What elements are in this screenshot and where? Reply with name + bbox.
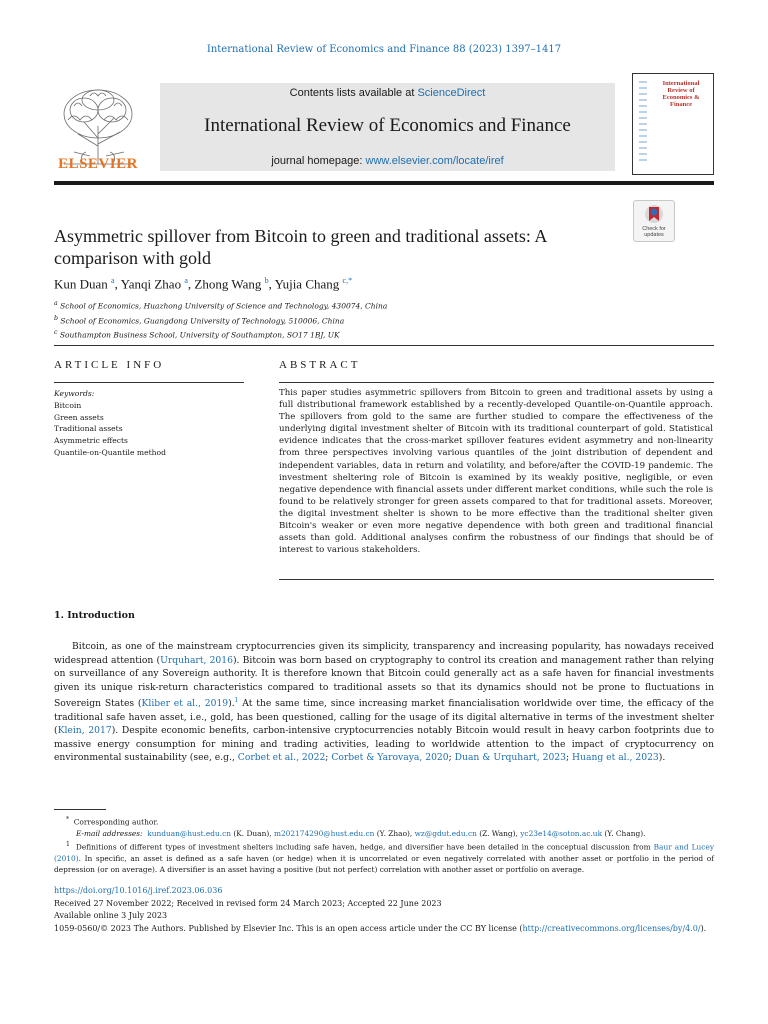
- article-info-heading: ARTICLE INFO: [54, 359, 165, 371]
- received-dates: Received 27 November 2022; Received in revised form 24 March 2023; Accepted 22 June 2023: [54, 898, 442, 908]
- abstract-text: This paper studies asymmetric spillovers from Bitcoin to green and traditional assets by using a full distributional framework established by a recently-developed Quantile-on-Quantile approach. The spillovers from gold to the same are further studied to compare the effectiveness of the underlying digital investment shelter of Bitcoin with its traditional counterpart of gold. Statistical evidence indicates that the cross-market spillover features evident asymmetry and non-linearity from three perspectives involving various quantiles of the joint distribution of dependent and independent variables, data in return and volatility, and before/after the COVID-19 pandemic. The investment sheltering role of Bitcoin is examined by its weakly positive, negligible, or even negative dependence with financial assets under different market conditions, while such the role is found to be relatively stronger for green assets compared to that for traditional assets. Moreover, the digital investment shelter is shown to be more effective than the traditional shelter given Bitcoin's weaker or even more negative dependence with both green and traditional financial assets than gold. Additional analyses confirm the robustness of our findings that should be of interest to various stakeholders.: [279, 388, 713, 556]
- corresponding-note: * Corresponding author.: [66, 816, 159, 827]
- keyword: Quantile-on-Quantile method: [54, 447, 166, 457]
- keywords-label: Keywords:: [54, 389, 95, 398]
- contents-prefix: Contents lists available at: [289, 87, 418, 99]
- citation-link[interactable]: Huang et al., 2023: [572, 752, 659, 764]
- affiliation: $^b$ School of Economics, Guangdong University of Technology, 510006, China: [54, 314, 345, 325]
- author-name: Yujia Chang: [274, 276, 340, 292]
- homepage-prefix: journal homepage:: [271, 155, 366, 167]
- abstract-rule: [279, 382, 714, 383]
- author-list: Kun Duan $^a$, Yanqi Zhao $^a$, Zhong Wang $^b$, Yujia Chang $^{c,*}$: [54, 276, 353, 292]
- cover-stripe-icon: [637, 80, 649, 168]
- license-link[interactable]: http://creativecommons.org/licenses/by/4.0/: [522, 923, 701, 933]
- footnote-1: $^1$ Definitions of different types of investment shelters including safe haven, hedge, and diversifier have been detailed in the conceptual discussion from Baur and Lucey (2010). In specific, an asset is defined as a safe haven (or hedge) when it is uncorrelated or even negatively correlated with another asset or portfolio in the period of depression (or on average). A diversifier is an asset having a positive (but not perfect) correlation with another asset or portfolio on average.: [54, 841, 714, 875]
- author-affil-mark[interactable]: c,*: [342, 276, 353, 285]
- introduction-heading: 1. Introduction: [54, 610, 135, 621]
- journal-cover-thumbnail: [632, 73, 714, 175]
- masthead: [54, 76, 714, 176]
- homepage-line: [160, 155, 615, 167]
- keyword: Green assets: [54, 412, 104, 422]
- citation-link[interactable]: Duan & Urquhart, 2023: [454, 752, 566, 764]
- section-rule: [54, 345, 714, 346]
- email-link[interactable]: yc23e14@soton.ac.uk: [520, 828, 603, 838]
- author-affil-mark[interactable]: a: [111, 276, 115, 285]
- author-affil-mark[interactable]: a: [184, 276, 188, 285]
- sciencedirect-link[interactable]: ScienceDirect: [417, 87, 486, 99]
- keyword: Bitcoin: [54, 400, 82, 410]
- author-name: Yanqi Zhao: [120, 276, 182, 292]
- cover-title: International Review of Economics & Finance: [662, 80, 700, 108]
- citation-link[interactable]: Baur and Lucey (2010): [54, 842, 714, 863]
- online-date: Available online 3 July 2023: [54, 911, 168, 921]
- article-info-rule: [54, 382, 244, 383]
- citation-link[interactable]: Corbet & Yarovaya, 2020: [331, 752, 449, 764]
- contents-line: [160, 87, 615, 99]
- journal-title: International Review of Economics and Finance: [204, 115, 571, 136]
- footnote-ref[interactable]: 1: [234, 697, 239, 704]
- citation-link[interactable]: Kliber et al., 2019: [141, 698, 229, 710]
- abstract-heading: ABSTRACT: [279, 359, 361, 371]
- article-metadata: [54, 885, 714, 935]
- author-name: Kun Duan: [54, 276, 108, 292]
- journal-reference[interactable]: International Review of Economics and Finance 88 (2023) 1397–1417: [206, 44, 562, 55]
- crossmark-label: Check for updates: [642, 226, 666, 238]
- affiliation: $^c$ Southampton Business School, University of Southampton, SO17 1BJ, UK: [54, 329, 340, 340]
- check-for-updates-button[interactable]: [633, 200, 675, 242]
- header-rule: [54, 181, 714, 185]
- citation-link[interactable]: Klein, 2017: [57, 725, 112, 737]
- email-link[interactable]: m202174290@hust.edu.cn: [273, 828, 375, 838]
- citation-link[interactable]: Urquhart, 2016: [160, 654, 233, 666]
- doi-link[interactable]: https://doi.org/10.1016/j.iref.2023.06.036: [54, 886, 223, 895]
- email-link[interactable]: kunduan@hust.edu.cn: [147, 828, 232, 838]
- footnote-rule: [54, 809, 106, 810]
- crossmark-icon: [634, 201, 674, 227]
- article-title: Asymmetric spillover from Bitcoin to green and traditional assets: A comparison with gold: [54, 226, 547, 268]
- keywords-list: [54, 388, 244, 459]
- author-affil-mark[interactable]: b: [264, 276, 269, 285]
- author-name: Zhong Wang: [194, 276, 262, 292]
- affiliations: [54, 298, 654, 342]
- keyword: Asymmetric effects: [54, 436, 128, 446]
- citation-link[interactable]: Corbet et al., 2022: [237, 752, 326, 764]
- email-link[interactable]: wz@gdut.edu.cn: [414, 828, 477, 838]
- affiliation: $^a$ School of Economics, Huazhong University of Science and Technology, 430074, China: [54, 300, 388, 311]
- publisher-wordmark: ELSEVIER: [58, 156, 138, 172]
- introduction-paragraph: Bitcoin, as one of the mainstream cryptocurrencies given its simplicity, transparency and increasing popularity, has nowadays received widespread attention (Urquhart, 2016). Bitcoin was born based on cryptography to control its creation and management rather than relying on surveillance of any Sovereign authority. It is therefore known that Bitcoin could generally act as a safe haven for financial investments given its unique risk-return characteristics compared to traditional assets so that its dynamics should not be prone to fluctuations in Sovereign States (Kliber et al., 2019).$^1$ At the same time, since increasing market financialisation worldwide over time, the efficacy of the traditional safe haven asset, i.e., gold, has been questioned, calling for the usage of its digital alternative in terms of the investment shelter (Klein, 2017). Despite economic benefits, carbon-intensive cryptocurrencies notably Bitcoin would result in heavy carbon footprints due to massive energy consumption for mining and trading activities, leading to worldwide attention to the impact of cryptocurrency on environmental sustainability (see, e.g., Corbet et al., 2022; Corbet & Yarovaya, 2020; Duan & Urquhart, 2023; Huang et al., 2023).: [54, 641, 715, 764]
- footnotes: [54, 814, 714, 875]
- license-text: 1059-0560/© 2023 The Authors. Published by Elsevier Inc. This is an open access article under the CC BY license (http://creativecommons.org/licenses/by/4.0/).: [54, 923, 707, 933]
- keyword: Traditional assets: [54, 424, 123, 434]
- abstract-bottom-rule: [279, 579, 714, 580]
- email-note: E-mail addresses: kunduan@hust.edu.cn (K. Duan), m202174290@hust.edu.cn (Y. Zhao), wz@gdut.edu.cn (Z. Wang), yc23e14@soton.ac.uk (Y. Chang).: [76, 828, 646, 838]
- journal-banner: [160, 83, 615, 171]
- journal-homepage-link[interactable]: www.elsevier.com/locate/iref: [365, 155, 504, 167]
